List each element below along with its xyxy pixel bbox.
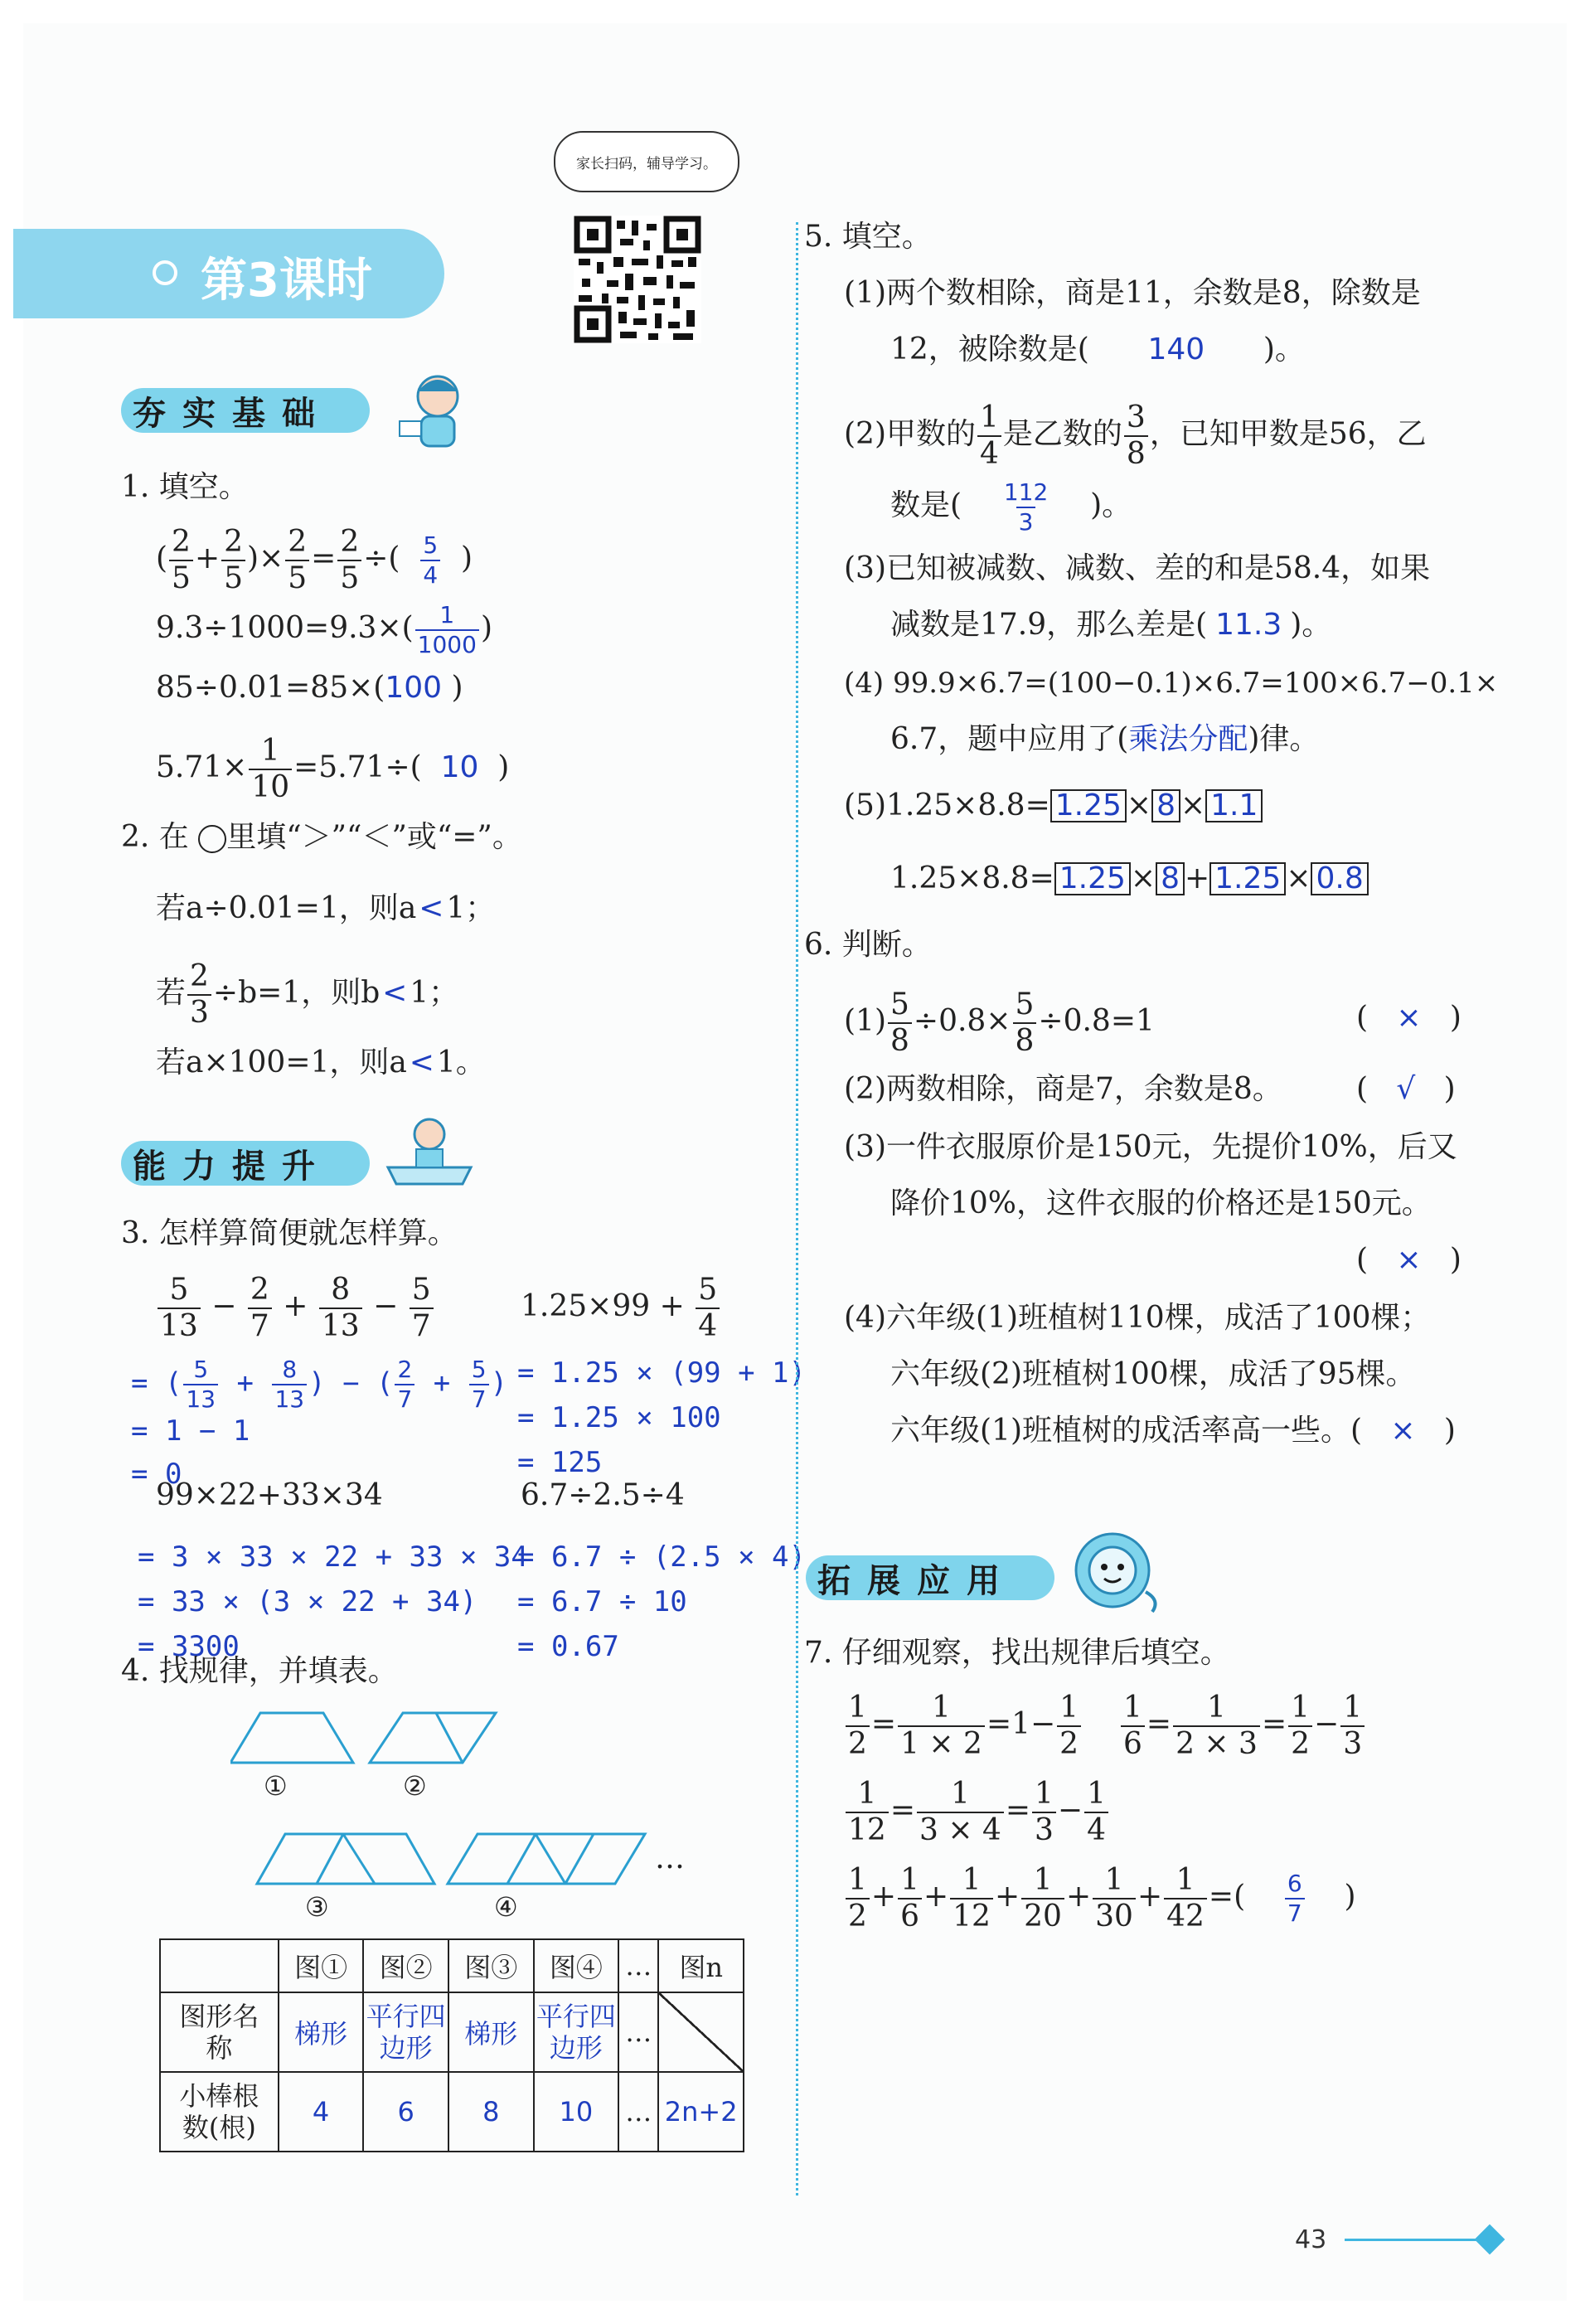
q4-title: 4. 找规律，并填表。 xyxy=(121,1654,398,1688)
q6-answer-4: × xyxy=(1390,1414,1416,1448)
lesson-banner xyxy=(13,229,461,318)
q3-expr-2: 1.25×99 + $\frac{5}{4}$ xyxy=(521,1275,721,1342)
q6-title: 6. 判断。 xyxy=(804,928,932,962)
table-cell: 6 xyxy=(363,2072,448,2152)
q6-j4-line1: (4)六年级(1)班植树110棵，成活了100棵； xyxy=(844,1301,1431,1335)
table-cell: 10 xyxy=(534,2072,619,2152)
table-header-cell xyxy=(160,1939,279,1992)
footer-line xyxy=(1345,2239,1486,2241)
table-cell: 平行四边形 xyxy=(363,1992,448,2072)
q6-j3-line2: 降价10%，这件衣服的价格还是150元。 xyxy=(890,1186,1432,1220)
page xyxy=(23,23,1567,2301)
table-cell: 2n+2 xyxy=(658,2072,744,2152)
q1-line1: ( $\frac{2}{5}$ + $\frac{2}{5}$ )× $\frac{2}{5}$ = $\frac{2}{5}$ ÷( $\frac{5}{4}$ ) xyxy=(156,525,473,595)
table-cell: 平行四边形 xyxy=(534,1992,619,2072)
q3-solution-2-line2: = 1.25 × 100 xyxy=(517,1401,721,1434)
section-basic xyxy=(121,381,332,439)
q2-mark-1: < xyxy=(419,891,444,925)
diamond-icon xyxy=(1475,2225,1505,2255)
q6-j2-result: ( √ ) xyxy=(1356,1072,1456,1106)
q6-answer-3: × xyxy=(1396,1243,1422,1277)
q5-box: 8 xyxy=(1156,862,1185,895)
q3-solution-1-line1: = ( $\frac{5}{13}$ + $\frac{8}{13}$ ) − ( $\frac{2}{7}$ + $\frac{5}{7}$ ) xyxy=(131,1356,508,1413)
q1-answer-4: 10 xyxy=(440,750,479,784)
q6-j1-result: ( × ) xyxy=(1356,1001,1462,1035)
q2-mark-3: < xyxy=(409,1046,434,1080)
q7-answer: $\frac{6}{7}$ xyxy=(1285,1872,1305,1925)
lesson-title: 第3课时 xyxy=(201,254,372,308)
figure-label-2: ② xyxy=(403,1770,427,1802)
q1-title: 1. 填空。 xyxy=(121,470,249,504)
q7-pattern-1: $\frac{1}{2}$ = $\frac{1}{1 \times 2}$ =1− $\frac{1}{2}$ xyxy=(844,1693,1083,1759)
q3-solution-3-line3: = 3300 xyxy=(138,1630,240,1663)
table-cell: … xyxy=(618,2072,658,2152)
q3-expr-4: 6.7÷2.5÷4 xyxy=(521,1478,685,1512)
q3-solution-2-line1: = 1.25 × (99 + 1) xyxy=(517,1356,806,1390)
q2-line1: 若a÷0.01=1，则a<1； xyxy=(156,891,496,925)
section-extend-label: 拓展应用 xyxy=(817,1561,1016,1600)
table-header-cell: 图③ xyxy=(448,1939,534,1992)
q3-solution-4-line3: = 0.67 xyxy=(517,1630,619,1663)
q5-p1-line2: 12，被除数是( 140 )。 xyxy=(890,332,1305,366)
q5-box: 1.25 xyxy=(1209,862,1286,895)
q3-expr-3: 99×22+33×34 xyxy=(156,1478,383,1512)
q5-box: 1.25 xyxy=(1054,862,1131,895)
figure-label-3: ③ xyxy=(305,1891,329,1923)
qr-caption-bubble xyxy=(554,131,739,192)
q2-title: 2. 在 里填“＞”“＜”或“=”。 xyxy=(121,820,522,854)
table-cell: 梯形 xyxy=(448,1992,534,2072)
figure-1-trapezoid xyxy=(230,1713,353,1763)
q3-title: 3. 怎样算简便就怎样算。 xyxy=(121,1216,458,1250)
q5-p3-line2: 减数是17.9，那么差是( 11.3 )。 xyxy=(890,608,1332,642)
q5-p2-line1: (2)甲数的 $\frac{1}{4}$ 是乙数的 $\frac{3}{8}$ ，已知甲数是56，乙 xyxy=(844,400,1427,471)
q5-p1-line1: (1)两个数相除，商是11，余数是8，除数是 xyxy=(844,276,1421,310)
qr-code-icon[interactable] xyxy=(574,216,701,343)
table-row-label: 小棒根数(根) xyxy=(160,2072,279,2152)
q6-j1: (1) $\frac{5}{8}$ ÷0.8× $\frac{5}{8}$ ÷0.8=1 xyxy=(844,987,1155,1058)
qr-caption: 家长扫码，辅导学习。 xyxy=(576,155,717,172)
q5-p5-line2: 1.25×8.8= 1.25 × 8 + 1.25 × 0.8 xyxy=(890,861,1369,897)
table-cell: 8 xyxy=(448,2072,534,2152)
table-cell: 梯形 xyxy=(279,1992,364,2072)
q6-answer-2: √ xyxy=(1396,1072,1416,1106)
q1-line4: 5.71× $\frac{1}{10}$ =5.71÷( 10 ) xyxy=(156,734,510,804)
section-extend xyxy=(806,1549,1016,1607)
q5-box: 0.8 xyxy=(1311,862,1368,895)
table-cell: 4 xyxy=(279,2072,364,2152)
q1-line3: 85÷0.01=85×(100 ) xyxy=(156,671,463,705)
q5-box: 1.25 xyxy=(1050,789,1127,822)
q2-mark-2: < xyxy=(382,976,408,1010)
figure-3-trapezoid xyxy=(257,1834,434,1884)
q6-j3-result: ( × ) xyxy=(1356,1243,1462,1277)
q6-answer-1: × xyxy=(1396,1001,1422,1035)
q1-line2: 9.3÷1000=9.3×( $\frac{1}{1000}$ ) xyxy=(156,601,492,658)
pattern-figures xyxy=(230,1695,695,1902)
q1-answer-2: $\frac{1}{1000}$ xyxy=(415,604,479,657)
table-header-cell: 图n xyxy=(658,1939,744,1992)
q7-title: 7. 仔细观察，找出规律后填空。 xyxy=(804,1636,1230,1670)
q5-p2-line2: 数是( $\frac{112}{3}$ )。 xyxy=(890,478,1132,536)
table-header-cell: 图① xyxy=(279,1939,364,1992)
q5-box: 8 xyxy=(1151,789,1180,822)
q5-answer-1: 140 xyxy=(1147,332,1205,366)
student-desk-icon xyxy=(380,1109,479,1192)
q5-p5-line1: (5)1.25×8.8= 1.25 × 8 × 1.1 xyxy=(844,788,1263,824)
pattern-table xyxy=(159,1938,744,2152)
table-cell: … xyxy=(618,1992,658,2072)
q2-line3: 若a×100=1，则a<1。 xyxy=(156,1046,486,1080)
circle-icon xyxy=(198,825,226,853)
q1-answer-3: 100 xyxy=(385,671,443,705)
section-improve-label: 能力提升 xyxy=(133,1147,332,1186)
q3-expr-1: $\frac{5}{13}$ − $\frac{2}{7}$ + $\frac{8}{13}$ − $\frac{5}{7}$ xyxy=(156,1275,435,1342)
q5-p4-line1: (4) 99.9×6.7=(100−0.1)×6.7=100×6.7−0.1× xyxy=(844,667,1499,700)
q6-j4-line2: 六年级(2)班植树100棵，成活了95棵。 xyxy=(890,1357,1416,1391)
table-header-cell: 图② xyxy=(363,1939,448,1992)
q3-solution-4-line2: = 6.7 ÷ 10 xyxy=(517,1585,687,1618)
section-improve xyxy=(121,1134,332,1192)
figure-2-parallelogram xyxy=(370,1713,496,1763)
column-divider xyxy=(796,222,798,2195)
q3-solution-3-line1: = 3 × 33 × 22 + 33 × 34 xyxy=(138,1540,528,1574)
q6-j4-line3: 六年级(1)班植树的成活率高一些。( × ) xyxy=(890,1414,1456,1448)
q2-line2: 若 $\frac{2}{3}$ ÷b=1，则b<1； xyxy=(156,959,459,1030)
q5-p4-line2: 6.7，题中应用了(乘法分配)律。 xyxy=(890,722,1320,756)
q7-question: $\frac{1}{2}$ + $\frac{1}{6}$ + $\frac{1}{12}$ + $\frac{1}{20}$ + $\frac{1}{30}$ + $\frac{1}{42}$ =( $\frac{6}{7}$ ) xyxy=(844,1866,1356,1932)
table-header-cell: 图④ xyxy=(534,1939,619,1992)
figure-4-parallelogram xyxy=(448,1834,645,1884)
q5-box: 1.1 xyxy=(1205,789,1263,822)
page-number: 43 xyxy=(1295,2225,1327,2254)
girl-reading-icon xyxy=(388,363,479,454)
q5-answer-2: $\frac{112}{3}$ xyxy=(1003,478,1049,536)
lion-mascot-icon xyxy=(1066,1526,1166,1617)
q6-j3-line1: (3)一件衣服原价是150元，先提价10%，后又 xyxy=(844,1130,1457,1164)
q5-p3-line1: (3)已知被减数、减数、差的和是58.4，如果 xyxy=(844,551,1431,585)
table-cell-diagonal xyxy=(658,1992,744,2072)
q3-solution-3-line2: = 33 × (3 × 22 + 34) xyxy=(138,1585,477,1618)
section-basic-label: 夯实基础 xyxy=(133,394,332,433)
q7-pattern-3: $\frac{1}{12}$ = $\frac{1}{3 \times 4}$ = $\frac{1}{3}$ − $\frac{1}{4}$ xyxy=(844,1779,1110,1846)
q5-answer-3: 11.3 xyxy=(1215,608,1282,642)
q5-answer-4: 乘法分配 xyxy=(1128,722,1248,756)
q3-solution-1-line3: = 0 xyxy=(131,1458,182,1491)
figure-label-4: ④ xyxy=(494,1891,518,1923)
q5-title: 5. 填空。 xyxy=(804,220,932,254)
q3-solution-2-line3: = 125 xyxy=(517,1446,603,1479)
target-icon xyxy=(153,260,177,285)
table-row-label: 图形名称 xyxy=(160,1992,279,2072)
figure-ellipsis: … xyxy=(655,1841,685,1875)
q3-solution-4-line1: = 6.7 ÷ (2.5 × 4) xyxy=(517,1540,806,1574)
table-header-cell: … xyxy=(618,1939,658,1992)
figure-label-1: ① xyxy=(264,1770,288,1802)
q7-pattern-2: $\frac{1}{6}$ = $\frac{1}{2 \times 3}$ = $\frac{1}{2}$ − $\frac{1}{3}$ xyxy=(1119,1693,1366,1759)
q6-j2: (2)两数相除，商是7，余数是8。 xyxy=(844,1072,1282,1106)
q1-answer-1: $\frac{5}{4}$ xyxy=(420,534,440,587)
q3-solution-1-line2: = 1 − 1 xyxy=(131,1414,250,1448)
